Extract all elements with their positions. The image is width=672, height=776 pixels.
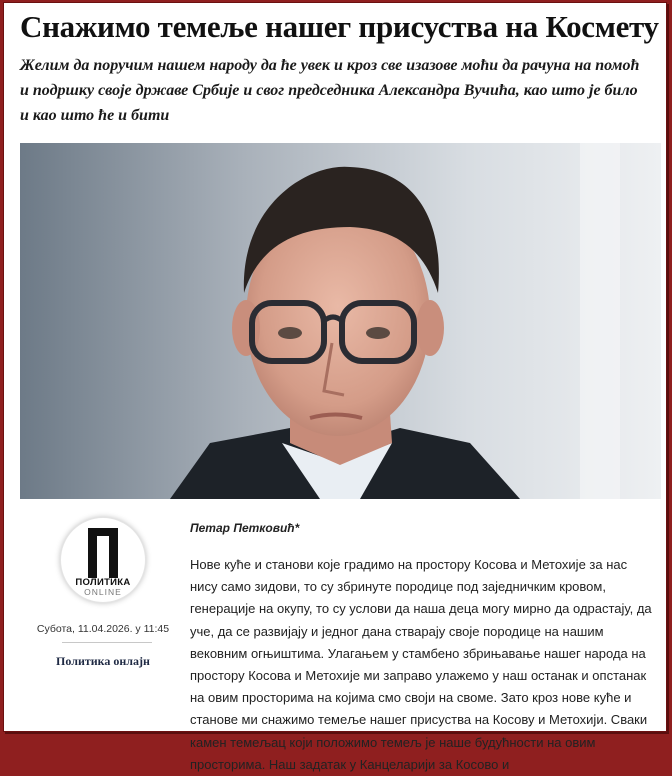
logo-online: ONLINE bbox=[84, 587, 122, 597]
article-lead: Желим да поручим нашем народу да ће увек и кроз све изазове моћи да рачуна на помоћ и подршку своје државе Србије и свог председника Александра Вучића, као што је било и као што ће и бити bbox=[20, 57, 640, 124]
article-author[interactable]: Петар Петковић* bbox=[190, 521, 300, 535]
portrait-image bbox=[20, 143, 661, 499]
article-frame bbox=[3, 2, 667, 772]
politika-logo[interactable] bbox=[60, 517, 146, 603]
article-body: Нове куће и станови које градимо на простору Косова и Метохије за нас нису само зидови, то су збринуте породице под заједничким кровом, генерације на окупу, то су услови да наша деца могу мирно да одрастају, да уче, да се развијају и једног дана стварају своје породице на нашим вековним огњиштима. Улагањем у стамбено збрињавање нашег народа на простору Косова и Метохије ми заправо улажемо у наш останак и опстанак на овим просторима на којима смо своји на своме. Зато кроз нове куће и станове ми снажимо темеље нашег присуства на Косову и Метохији. Сваки камен темељац који положимо темељ је наше будућности на овим просторима. Наш задатак у Канцеларији за Косово и bbox=[190, 557, 652, 772]
publish-date: Субота, 11.04.2026. у 11:45 bbox=[36, 623, 170, 635]
article-meta-sidebar bbox=[20, 509, 170, 731]
logo-wordmark: ПОЛИТИКА bbox=[75, 577, 131, 588]
source-link[interactable]: Политика онлајн bbox=[56, 654, 150, 668]
meta-divider bbox=[62, 642, 152, 643]
article-title: Снажимо темеље нашег присуства на Космету bbox=[20, 9, 659, 44]
article-photo bbox=[20, 143, 661, 499]
